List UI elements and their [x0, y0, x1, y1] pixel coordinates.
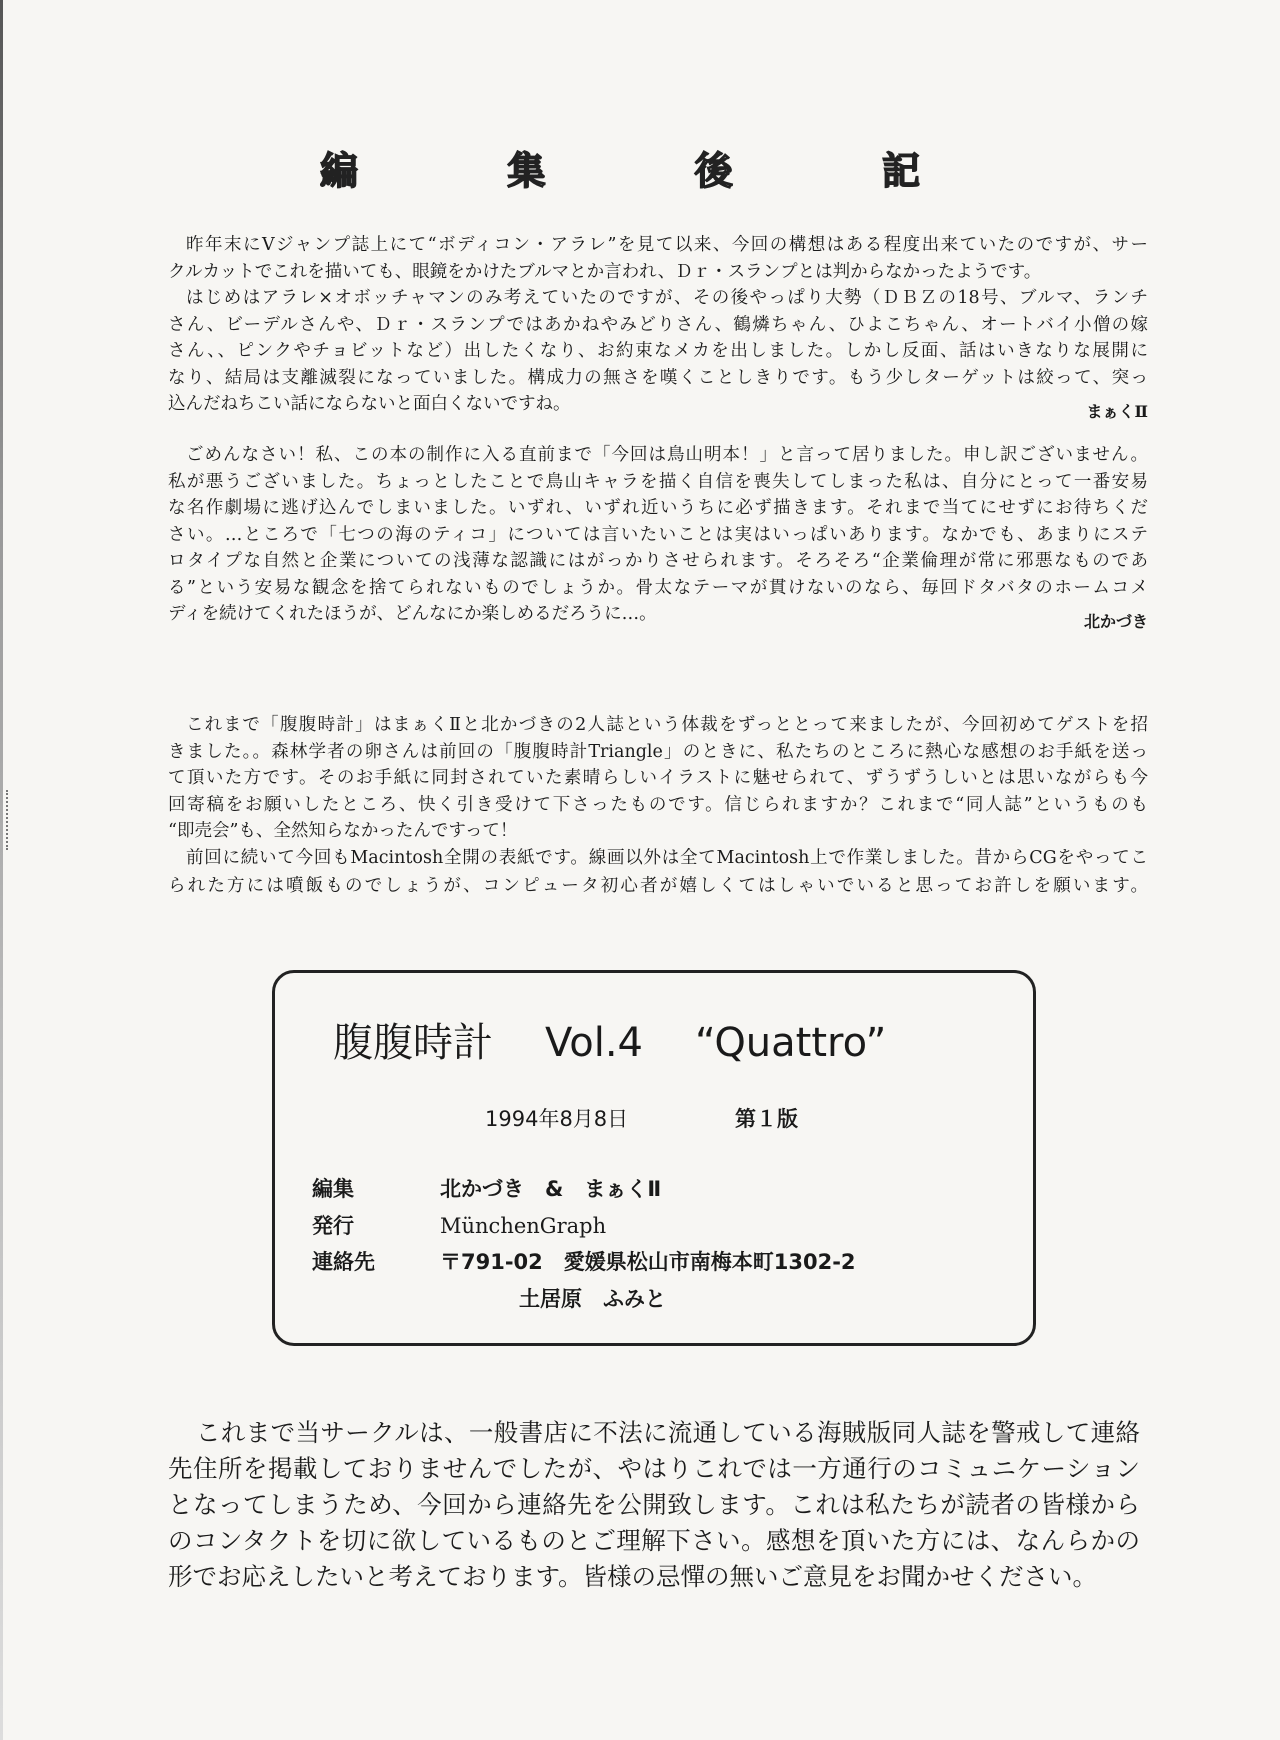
- text-line: ディを続けてくれたほうが、どんなにか楽しめるだろうに…。: [168, 604, 657, 624]
- text-line: ごめんなさい！私、この本の制作に入る直前まで「今回は鳥山明本！」と言って居りました。申し訳ございません。: [186, 445, 1148, 465]
- text-line: “即売会”も、全然知らなかったんですって！: [168, 821, 518, 841]
- title-char: 編: [320, 148, 359, 193]
- page-title: [320, 140, 920, 195]
- subtitle: “Quattro”: [695, 1020, 887, 1066]
- text-line: る”という安易な観念を捨てられないものでしょうか。骨太なテーマが貫けないのなら、毎回ドタバタのホームコメ: [168, 577, 1148, 598]
- title-char: 集: [507, 148, 546, 193]
- text-line: 込んだねちこい話にならないと面白くないですね。: [168, 394, 571, 414]
- text-line: 前回に続いて今回もMacintosh全開の表紙です。線画以外は全てMacintosh上で作業しました。昔からCGをやってこ: [186, 847, 1148, 868]
- publish-date: 1994年8月8日: [485, 1107, 629, 1131]
- text-line: さん、、ピンクやチョビットなど）出したくなり、お約束なメカを出しました。しかし反面、話はいきなりな展開に: [168, 341, 1148, 361]
- text-line: 先住所を掲載しておりませんでしたが、やはりこれでは一方通行のコミュニケーション: [168, 1454, 1140, 1483]
- text-line: 形でお応えしたいと考えております。皆様の忌憚の無いご意見をお聞かせください。: [168, 1562, 1098, 1591]
- volume: Vol.4: [545, 1020, 644, 1066]
- text-line: さい。…ところで「七つの海のティコ」については言いたいことは実はいっぱいあります。なかでも、あまりにステ: [168, 524, 1148, 545]
- colophon-row-publisher: [312, 1210, 606, 1240]
- afterword-guest: [168, 712, 1148, 900]
- text-line: きました。。森林学者の卵さんは前回の「腹腹時計Triangle」のときに、私たちのところに熱心な感想のお手紙を送っ: [168, 741, 1148, 762]
- row-label: 連絡先: [312, 1250, 375, 1274]
- signature: 北かづき: [1083, 611, 1148, 631]
- text-line: なり、結局は支離滅裂になっていました。構成力の無さを嘆くことしきりです。もう少しターゲットは絞って、突っ: [168, 367, 1148, 388]
- row-value: 〒791-02 愛媛県松山市南梅本町1302-2: [440, 1250, 856, 1274]
- edition: 第１版: [735, 1107, 798, 1131]
- row-label: 発行: [312, 1214, 354, 1238]
- scan-edge: [0, 0, 3, 1740]
- text-line: さん、ビーデルさんや、Ｄｒ・スランプではあかねやみどりさん、鶴燐ちゃん、ひよこちゃん、オートバイ小僧の嫁: [168, 314, 1148, 335]
- afterword-makku: [168, 232, 1148, 421]
- colophon-row-contact: [312, 1246, 856, 1276]
- colophon-title: [333, 1011, 886, 1068]
- text-line: はじめはアラレ×オボッチャマンのみ考えていたのですが、その後やっぱり大勢（ＤＢＺの18号、ブルマ、ランチ: [186, 288, 1148, 308]
- text-line: ロタイプな自然と企業についての浅薄な認識にはがっかりさせられます。そろそろ“企業倫理が常に邪悪なものであ: [168, 551, 1148, 571]
- title-char: 後: [694, 148, 733, 193]
- text-line: て頂いた方です。そのお手紙に同封されていた素晴らしいイラストに魅せられて、ずうずうしいとは思いながらも今: [168, 768, 1148, 788]
- scan-artifact: [6, 790, 20, 850]
- title-char: 記: [881, 148, 920, 193]
- row-label: 編集: [312, 1177, 354, 1201]
- text-line: これまで「腹腹時計」はまぁくⅡと北かづきの2人誌という体裁をずっととって来ましたが、今回初めてゲストを招: [186, 715, 1148, 735]
- text-line: られた方には噴飯ものでしょうが、コンピュータ初心者が嬉しくてはしゃいでいると思ってお許しを願います。: [168, 876, 1148, 896]
- row-value: 北かづき & まぁくⅡ: [440, 1177, 662, 1201]
- book-title: 腹腹時計: [333, 1020, 493, 1066]
- text-line: な名作劇場に逃げ込んでしまいました。いずれ、いずれ近いうちに必ず描きます。それまで当てにせずにお待ちくだ: [168, 498, 1148, 518]
- afterword-kita: [168, 442, 1148, 631]
- contact-notice: [168, 1415, 1140, 1595]
- text-line: 回寄稿をお願いしたところ、快く引き受けて下さったものです。信じられますか？これまで“同人誌”というものも: [168, 794, 1148, 815]
- text-line: クルカットでこれを描いても、眼鏡をかけたブルマとか言われ、Ｄｒ・スランプとは判からなかったようです。: [168, 261, 1042, 282]
- text-line: となってしまうため、今回から連絡先を公開致します。これは私たちが読者の皆様から: [168, 1490, 1140, 1519]
- text-line: 昨年末にVジャンプ誌上にて“ボディコン・アラレ”を見て以来、今回の構想はある程度出来ていたのですが、サー: [186, 235, 1148, 255]
- contact-name: 土居原 ふみと: [519, 1287, 666, 1311]
- text-line: のコンタクトを切に欲しているものとご理解下さい。感想を頂いた方には、なんらかの: [168, 1526, 1140, 1555]
- signature: まぁくⅡ: [1086, 401, 1148, 421]
- text-line: これまで当サークルは、一般書店に不法に流通している海賊版同人誌を警戒して連絡: [196, 1418, 1140, 1447]
- colophon-box: [272, 970, 1036, 1346]
- text-line: 私が悪うございました。ちょっとしたことで鳥山キャラを描く自信を喪失してしまった私は、自分にとって一番安易: [168, 471, 1148, 492]
- row-value: MünchenGraph: [440, 1214, 607, 1238]
- colophon-row-editor: [312, 1173, 661, 1203]
